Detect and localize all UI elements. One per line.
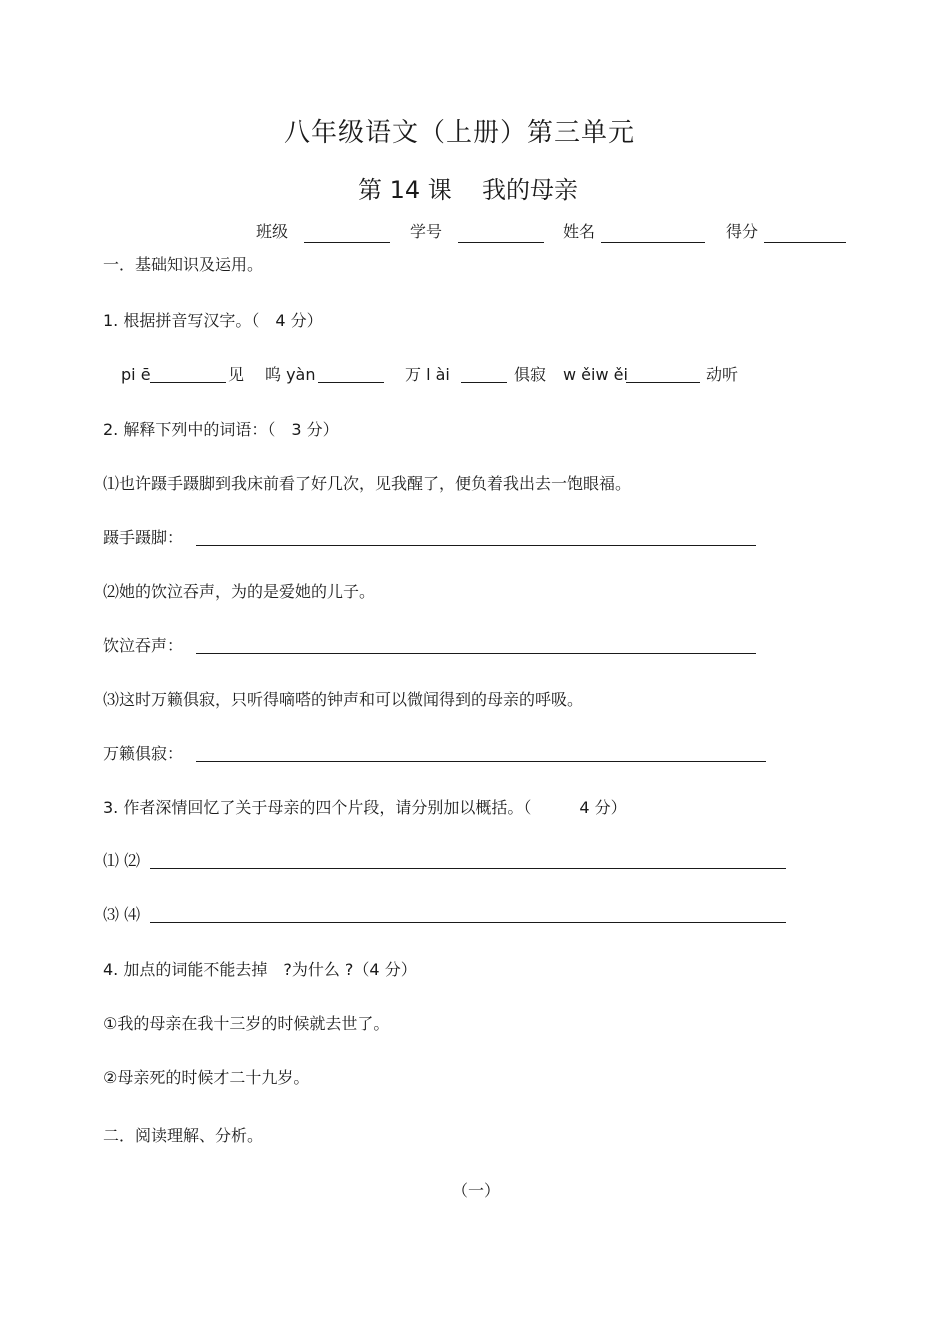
answer-blank-1[interactable] <box>150 382 226 383</box>
score-field[interactable] <box>764 242 846 243</box>
student-id-label: 学号 <box>410 222 443 241</box>
section1-heading: 一．基础知识及运用。 <box>103 255 264 274</box>
score-label: 得分 <box>726 222 759 241</box>
q2-stem: 2. 解释下列中的词语：（ 3 分） <box>103 420 339 439</box>
q2-sentence-3: ⑶这时万籁俱寂，只听得嘀嗒的钟声和可以微闻得到的母亲的呼吸。 <box>103 690 584 709</box>
pinyin-1: pi ē <box>121 365 151 384</box>
q3-row-2-labels: ⑶ ⑷ <box>103 905 141 924</box>
answer-blank-2[interactable] <box>318 382 384 383</box>
q3-answer-line-2[interactable] <box>150 922 786 923</box>
q3-row-1-labels: ⑴ ⑵ <box>103 851 141 870</box>
suffix-4: 动听 <box>706 365 739 384</box>
q1-stem: 1. 根据拼音写汉字。（ 4 分） <box>103 311 323 330</box>
q4-stem: 4. 加点的词能不能去掉 ?为什么 ?（4 分） <box>103 960 417 979</box>
page-title: 八年级语文（上册）第三单元 <box>284 118 636 148</box>
q3-stem: 3. 作者深情回忆了关于母亲的四个片段，请分别加以概括。（ 4 分） <box>103 798 627 817</box>
q2-answer-line-2[interactable] <box>196 653 756 654</box>
q4-sentence-2: ②母亲死的时候才二十九岁。 <box>103 1068 310 1087</box>
q2-word-3: 万籁俱寂： <box>103 744 184 763</box>
q2-answer-line-1[interactable] <box>196 545 756 546</box>
lesson-title: 我的母亲 <box>482 176 578 204</box>
student-id-field[interactable] <box>458 242 544 243</box>
q2-word-2: 饮泣吞声： <box>103 636 184 655</box>
name-label: 姓名 <box>563 222 596 241</box>
q2-answer-line-3[interactable] <box>196 761 766 762</box>
answer-blank-4[interactable] <box>626 382 700 383</box>
q2-sentence-2: ⑵她的饮泣吞声，为的是爱她的儿子。 <box>103 582 376 601</box>
suffix-3: 俱寂 <box>514 365 547 384</box>
reading-part-label: （一） <box>452 1181 501 1200</box>
class-label: 班级 <box>256 222 289 241</box>
class-field[interactable] <box>304 242 390 243</box>
q4-sentence-1: ①我的母亲在我十三岁的时候就去世了。 <box>103 1014 390 1033</box>
section2-heading: 二．阅读理解、分析。 <box>103 1126 264 1145</box>
pinyin-4: w ěiw ěi <box>563 365 628 384</box>
q2-word-1: 蹑手蹑脚： <box>103 528 184 547</box>
name-field[interactable] <box>601 242 705 243</box>
suffix-1: 见 <box>228 365 245 384</box>
answer-blank-3[interactable] <box>461 382 507 383</box>
pinyin-3: 万 l ài <box>405 365 450 384</box>
pinyin-2: 呜 yàn <box>265 365 316 384</box>
q3-answer-line-1[interactable] <box>150 868 786 869</box>
lesson-number: 第 14 课 <box>358 176 452 204</box>
q2-sentence-1: ⑴也许蹑手蹑脚到我床前看了好几次，见我醒了，便负着我出去一饱眼福。 <box>103 474 632 493</box>
